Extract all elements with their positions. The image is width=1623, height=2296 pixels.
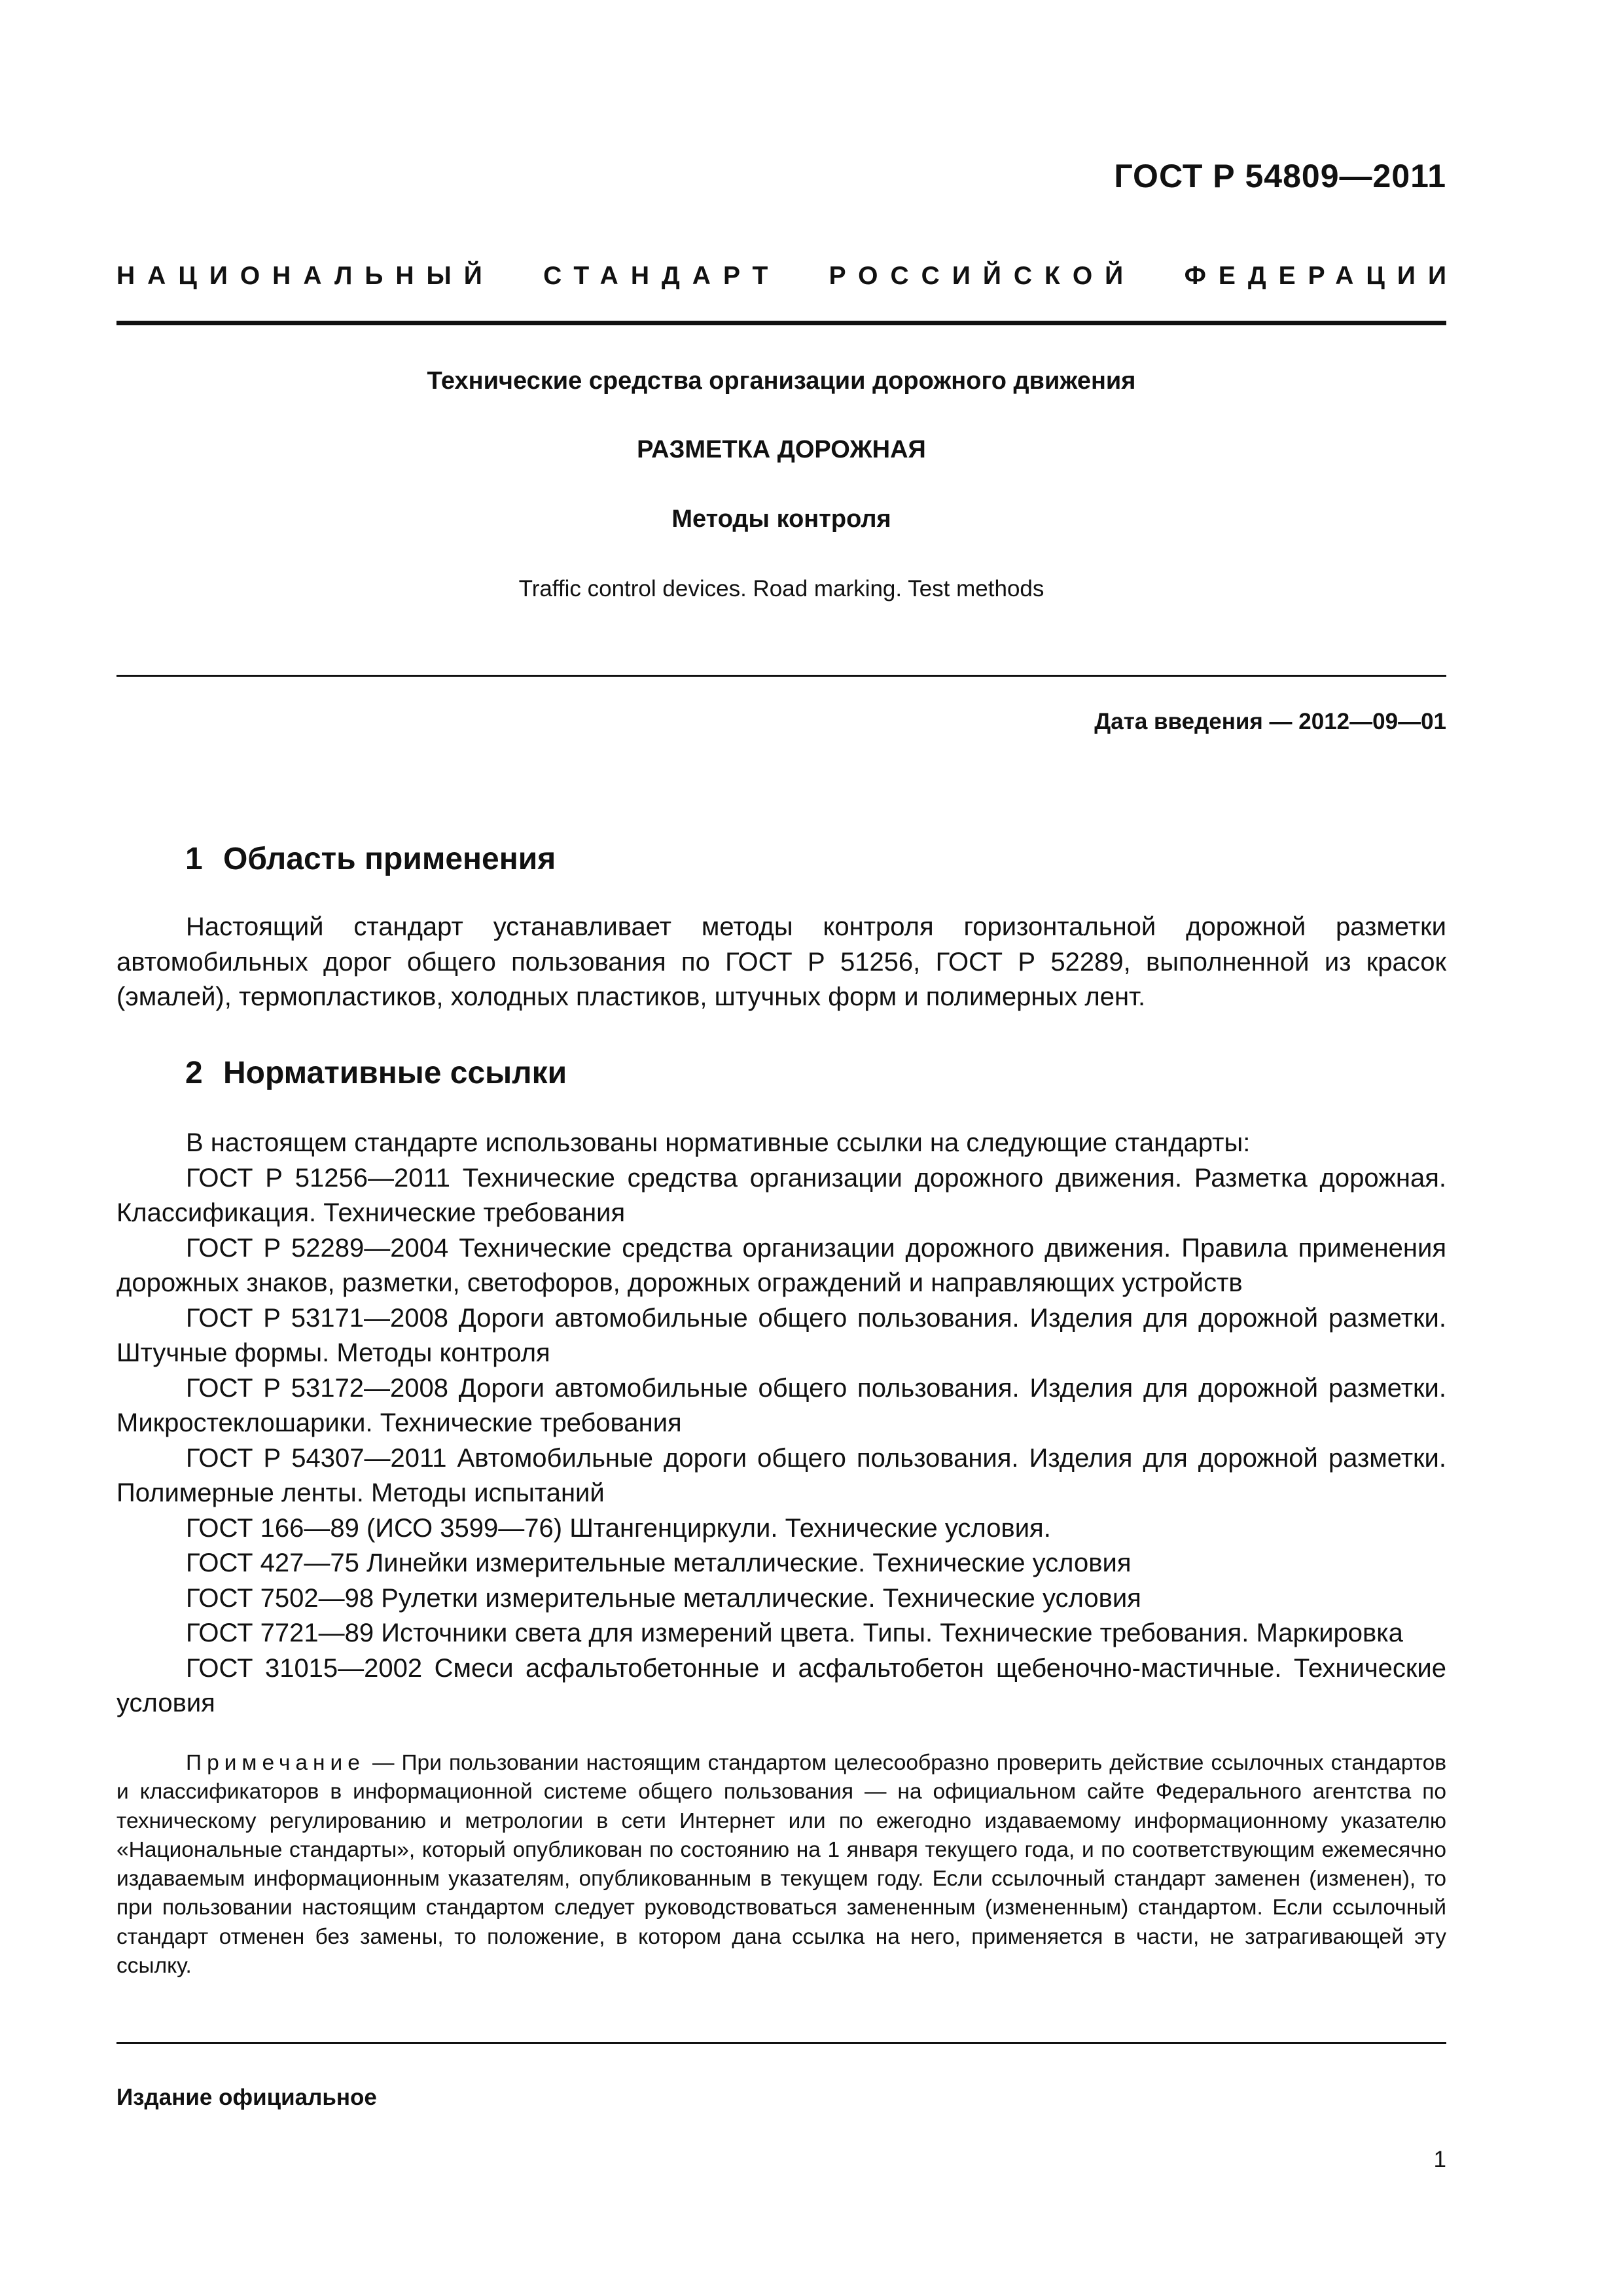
reference-item: ГОСТ Р 52289—2004 Технические средства организации дорожного движения. Правила применения дорожных знаков, разметки, светофоров, дорожных ограждений и направляющих устройств xyxy=(116,1233,1446,1297)
note-label: Примечание xyxy=(186,1751,365,1775)
page-number: 1 xyxy=(1433,2147,1446,2172)
section-2-heading xyxy=(185,1055,567,1091)
section-1-heading xyxy=(185,841,556,877)
reference-item: ГОСТ Р 54307—2011 Автомобильные дороги общего пользования. Изделия для дорожной разметки. Полимерные ленты. Методы испытаний xyxy=(116,1443,1446,1507)
reference-item: ГОСТ Р 53172—2008 Дороги автомобильные общего пользования. Изделия для дорожной разметки. Микростеклошарики. Технические требования xyxy=(116,1373,1446,1437)
section-1-paragraph: Настоящий стандарт устанавливает методы контроля горизонтальной дорожной разметки автомобильных дорог общего пользования по ГОСТ Р 51256, ГОСТ Р 52289, выполненной из красок (эмалей), термопластиков, холодных пластиков, штучных форм и полимерных лент. xyxy=(116,912,1446,1011)
note-text: — При пользовании настоящим стандартом целесообразно проверить действие ссылочных стандартов и классификаторов в информационной системе общего пользования — на официальном сайте Федерального агентства по техническому регулированию и метрологии в сети Интернет или по ежегодно издаваемому информационному указателю «Национальные стандарты», который опубликован по состоянию на 1 января текущего года, и по соответствующим ежемесячно издаваемым информационным указателям, опубликованным в текущем году. Если ссылочный стандарт заменен (изменен), то при пользовании настоящим стандартом следует руководствоваться замененным (измененным) стандартом. Если ссылочный стандарт отменен без замены, то положение, в котором дана ссылка на него, применяется в части, не затрагивающей эту ссылку. xyxy=(116,1751,1446,1979)
title-line-2: РАЗМЕТКА ДОРОЖНАЯ xyxy=(637,436,926,463)
title-rule xyxy=(116,675,1446,677)
banner-word-2: СТАНДАРТ xyxy=(543,262,781,290)
footer-rule xyxy=(116,2042,1446,2044)
section-2-body xyxy=(116,1126,1446,1721)
reference-item: ГОСТ 31015—2002 Смеси асфальтобетонные и асфальтобетон щебеночно-мастичные. Технические условия xyxy=(116,1653,1446,1717)
reference-item: ГОСТ Р 53171—2008 Дороги автомобильные общего пользования. Изделия для дорожной разметки. Штучные формы. Методы контроля xyxy=(116,1303,1446,1367)
section-1-body xyxy=(116,910,1446,1015)
section-2-title: Нормативные ссылки xyxy=(223,1056,567,1090)
section-2-intro: В настоящем стандарте использованы нормативные ссылки на следующие стандарты: xyxy=(186,1128,1251,1157)
reference-item: ГОСТ 427—75 Линейки измерительные металлические. Технические условия xyxy=(186,1549,1132,1577)
edition-label: Издание официальное xyxy=(116,2085,377,2110)
reference-item: ГОСТ 7502—98 Рулетки измерительные металлические. Технические условия xyxy=(186,1583,1141,1613)
section-1-title: Область применения xyxy=(223,842,556,876)
banner-word-1: НАЦИОНАЛЬНЫЙ xyxy=(116,262,495,290)
banner-word-3: РОССИЙСКОЙ xyxy=(829,262,1136,290)
reference-item: ГОСТ Р 51256—2011 Технические средства организации дорожного движения. Разметка дорожная. Классификация. Технические требования xyxy=(116,1163,1446,1227)
title-english: Traffic control devices. Road marking. Test methods xyxy=(518,576,1044,601)
references-note xyxy=(116,1749,1446,1981)
reference-item: ГОСТ 7721—89 Источники света для измерений цвета. Типы. Технические требования. Маркировка xyxy=(186,1619,1403,1647)
document-code: ГОСТ Р 54809—2011 xyxy=(1114,158,1446,194)
banner-word-4: ФЕДЕРАЦИИ xyxy=(1184,262,1459,290)
title-line-1: Технические средства организации дорожного движения xyxy=(427,367,1136,395)
reference-item: ГОСТ 166—89 (ИСО 3599—76) Штангенциркули. Технические условия. xyxy=(186,1513,1051,1543)
header-rule xyxy=(116,321,1446,325)
section-1-number: 1 xyxy=(185,842,203,876)
introduction-date: Дата введения — 2012—09—01 xyxy=(1094,709,1446,734)
national-standard-banner xyxy=(116,262,1459,291)
title-line-3: Методы контроля xyxy=(671,505,891,533)
section-2-number: 2 xyxy=(185,1056,203,1090)
